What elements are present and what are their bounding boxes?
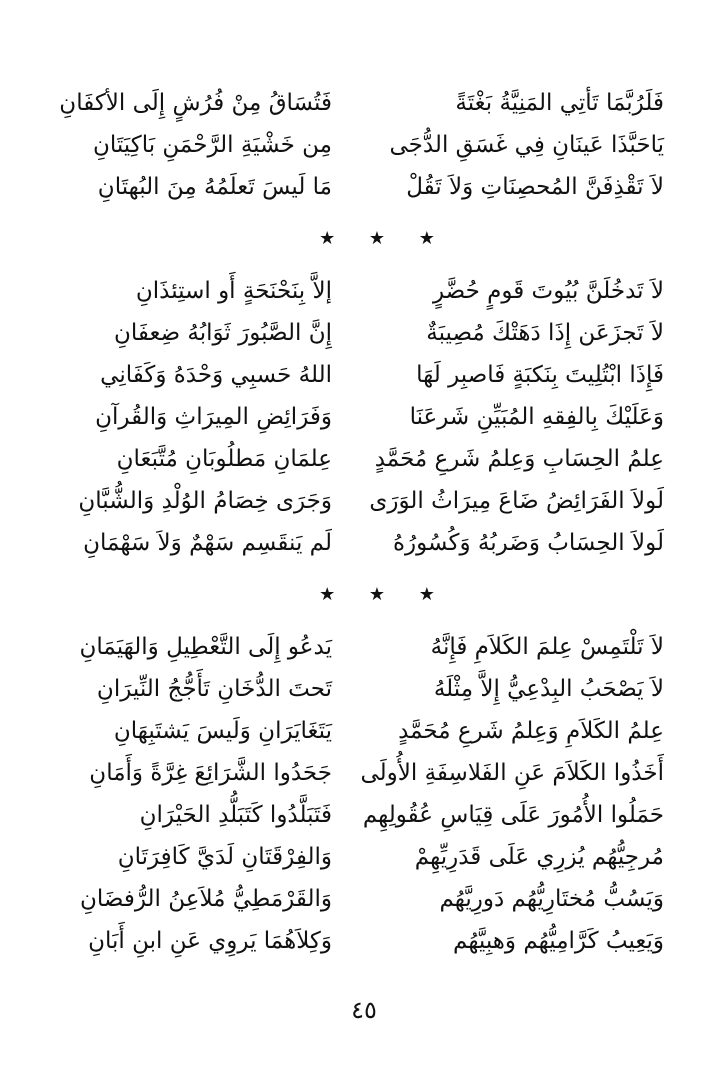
- verse-line: [64, 270, 664, 312]
- verse-second-hemistich: مَا لَيسَ تَعلَمُهُ مِنَ البُهتَانِ: [97, 174, 332, 200]
- verse-first-hemistich: يَاحَبَّذَا عَينَانِ فِي غَسَقِ الدُّجَى: [389, 132, 664, 158]
- verse-first-hemistich: وَيَعِيبُ كَرَّامِيُّهُم وَهبِيَّهُم: [453, 928, 664, 954]
- verse-first-hemistich: فَلَرُبَّمَا تَأتِي المَنِيَّةُ بَغْتَةً: [455, 90, 664, 116]
- verse-line: [64, 124, 664, 166]
- verse-line: [64, 166, 664, 208]
- verse-line: [64, 668, 664, 710]
- verse-second-hemistich: فَتَبَلَّدُوا كَتَبَلُّدِ الحَيْرَانِ: [139, 802, 332, 828]
- verse-line: [64, 396, 664, 438]
- page-number: ٤٥: [351, 996, 377, 1024]
- verse-first-hemistich: وَعَلَيْكَ بِالفِقهِ المُبَيِّنِ شَرعَنَا: [409, 404, 664, 430]
- verse-first-hemistich: أَخَذُوا الكَلاَمَ عَنِ الفَلاسِفَةِ الأُولَى: [360, 760, 664, 786]
- verse-second-hemistich: وَكِلاَهُمَا يَروِي عَنِ ابنِ أَبَانِ: [88, 928, 332, 954]
- verse-second-hemistich: لَم يَنقَسِم سَهْمٌ وَلاَ سَهْمَانِ: [83, 530, 332, 556]
- verse-line: [64, 836, 664, 878]
- verse-line: [64, 752, 664, 794]
- verse-second-hemistich: إلاَّ بِنَحْنَحَةٍ أَو استِئذَانِ: [135, 278, 332, 304]
- verse-first-hemistich: عِلمُ الحِسَابِ وَعِلمُ شَرعِ مُحَمَّدٍ: [374, 446, 664, 472]
- verse-second-hemistich: فَتُسَاقُ مِنْ فُرُشٍ إِلَى الأكفَانِ: [59, 90, 332, 116]
- stanza-3: [64, 626, 664, 962]
- verse-second-hemistich: جَحَدُوا الشَّرَائِعَ غِرَّةً وَأَمَانِ: [89, 760, 332, 786]
- verse-first-hemistich: لاَ تَدخُلَنَّ بُيُوتَ قَومٍ حُضَّرٍ: [432, 278, 664, 304]
- verse-first-hemistich: حَمَلُوا الأُمُورَ عَلَى قِيَاسِ عُقُولِهِم: [362, 802, 664, 828]
- verse-second-hemistich: وَفَرَائِضِ المِيرَاثِ وَالقُرآنِ: [95, 404, 332, 430]
- verse-second-hemistich: إِنَّ الصَّبُورَ ثَوَابُهُ ضِعفَانِ: [113, 320, 332, 346]
- verse-first-hemistich: لاَ تَلْتَمِسْ عِلمَ الكَلاَمِ فَإِنَّهُ: [430, 634, 664, 660]
- verse-line: [64, 878, 664, 920]
- verse-first-hemistich: لاَ تَجزَعَن إِذَا دَهَتْكَ مُصِيبَةٌ: [426, 320, 664, 346]
- verse-second-hemistich: وَالقَرْمَطِيُّ مُلاَعِنُ الرُّفضَانِ: [79, 886, 332, 912]
- verse-first-hemistich: لاَ يَصْحَبُ البِدْعِيُّ إِلاَّ مِثْلَهُ: [433, 676, 664, 702]
- verse-first-hemistich: عِلمُ الكَلاَمِ وَعِلمُ شَرعِ مُحَمَّدٍ: [398, 718, 664, 744]
- verse-line: [64, 522, 664, 564]
- verse-line: [64, 438, 664, 480]
- verse-line: [59, 82, 664, 124]
- verse-second-hemistich: عِلمَانِ مَطلُوبَانِ مُتَّبَعَانِ: [116, 446, 332, 472]
- verse-line: [64, 626, 664, 668]
- verse-line: [64, 480, 664, 522]
- verse-first-hemistich: فَإِذَا ابْتُلِيتَ بِنَكبَةٍ فَاصبِر لَهَا: [416, 362, 664, 388]
- verse-second-hemistich: يَدعُو إِلَى التَّعْطِيلِ وَالهَيَمَانِ: [79, 634, 332, 660]
- verse-second-hemistich: يَتَغَايَرَانِ وَلَيسَ يَشتَبِهَانِ: [113, 718, 332, 744]
- verse-second-hemistich: اللهُ حَسبِي وَحْدَهُ وَكَفَانِي: [100, 362, 332, 388]
- stanza-divider-stars: ★ ★ ★: [319, 584, 449, 605]
- stanza-divider-stars: ★ ★ ★: [319, 228, 449, 249]
- verse-first-hemistich: لَولاَ الحِسَابُ وَضَربُهُ وَكُسُورُهُ: [392, 530, 664, 556]
- stanza-2: [64, 270, 664, 564]
- verse-first-hemistich: وَيَسُبُّ مُختَارِيُّهُم دَورِيَّهُم: [439, 886, 664, 912]
- verse-line: [64, 920, 664, 962]
- verse-line: [64, 354, 664, 396]
- verse-line: [64, 312, 664, 354]
- verse-second-hemistich: وَجَرَى خِصَامُ الوُلْدِ وَالشُّبَّانِ: [78, 488, 332, 514]
- verse-line: [64, 794, 664, 836]
- verse-second-hemistich: تَحتَ الدُّخَانِ تَأَجُّجُ النِّيرَانِ: [96, 676, 332, 702]
- verse-first-hemistich: لَولاَ الفَرَائِضُ ضَاعَ مِيرَاثُ الوَرَى: [369, 488, 664, 514]
- verse-first-hemistich: لاَ تَقْذِفَنَّ المُحصِنَاتِ وَلاَ تَقُلْ: [406, 174, 664, 200]
- stanza-1: [59, 82, 664, 208]
- verse-line: [64, 710, 664, 752]
- verse-first-hemistich: مُرجِيُّهُم يُزرِي عَلَى قَدَرِيِّهِمْ: [414, 844, 664, 870]
- verse-second-hemistich: مِن خَشْيَةِ الرَّحْمَنِ بَاكِيَتَانِ: [92, 132, 332, 158]
- verse-second-hemistich: وَالفِرْقَتَانِ لَدَيَّ كَافِرَتَانِ: [117, 844, 332, 870]
